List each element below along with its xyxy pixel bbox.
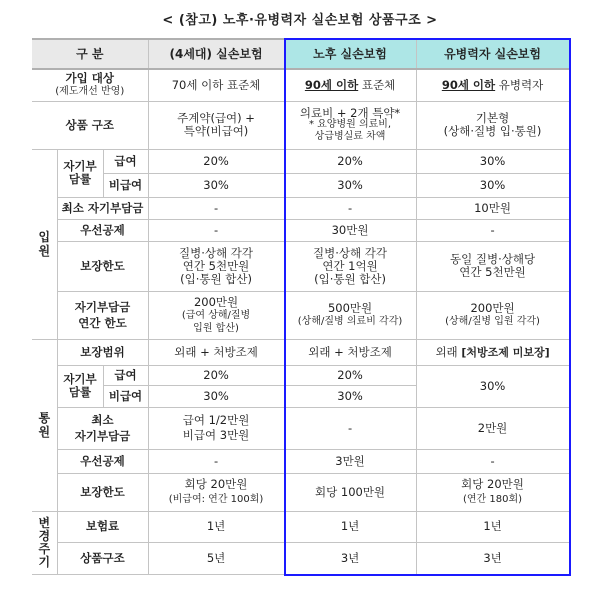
cell: 30% (416, 173, 569, 197)
cell: - (284, 407, 416, 449)
row-label (57, 291, 148, 339)
text: (급여 상해/질병 (181, 309, 251, 321)
table-row (32, 449, 569, 473)
row-label: 자기부담률 (57, 149, 103, 197)
table-row (32, 511, 569, 542)
cell: - (416, 219, 569, 241)
table-row (32, 291, 569, 339)
cell (148, 241, 284, 291)
text: 연간 5천만원 (459, 265, 526, 279)
group-label: 통원 (38, 411, 51, 439)
cell (284, 101, 416, 149)
cell: 외래 + 처방조제 (148, 339, 284, 365)
table-row (32, 473, 569, 511)
text: 의료비 + 2개 특약* (299, 106, 401, 120)
row-label: 상품구조 (57, 542, 148, 574)
text: 동일 질병·상해당 (449, 252, 536, 266)
row-label: 상품 구조 (32, 101, 148, 149)
cell (416, 291, 569, 339)
row-label: 급여 (103, 149, 148, 173)
cell: 3만원 (284, 449, 416, 473)
cell: 30만원 (284, 219, 416, 241)
row-label: 최소 자기부담금 (57, 197, 148, 219)
row-label: 보장범위 (57, 339, 148, 365)
header-preexisting: 유병력자 실손보험 (416, 39, 569, 69)
row-sublabel: (제도개선 반영) (55, 86, 125, 98)
cell: 70세 이하 표준체 (148, 69, 284, 101)
cell: 10만원 (416, 197, 569, 219)
text: 연간 1억원 (322, 258, 378, 273)
cell: - (148, 449, 284, 473)
table-row (32, 241, 569, 291)
cell: - (416, 449, 569, 473)
group-label: 입원 (38, 230, 51, 258)
cell (284, 241, 416, 291)
cell: 2만원 (416, 407, 569, 449)
row-label: 급여 (103, 365, 148, 385)
table-row (32, 407, 569, 449)
text: (상해/질병 의료비 각각) (297, 316, 403, 327)
text: 유병력자 (495, 77, 544, 92)
row-label: 우선공제 (57, 219, 148, 241)
text: 자기부담금 (74, 429, 131, 443)
cell (416, 69, 569, 101)
text: 주계약(급여) + (177, 111, 255, 125)
text: 200만원 (193, 294, 239, 309)
text: 200만원 (470, 301, 515, 315)
text: 자기부담금 (74, 300, 131, 314)
cell: 20% (148, 365, 284, 385)
cell: 20% (284, 365, 416, 385)
cell: 30% (148, 385, 284, 407)
row-label: 보장한도 (57, 473, 148, 511)
text: 입원 합산) (193, 322, 239, 334)
cell: - (148, 219, 284, 241)
header-row (32, 39, 569, 69)
text: 기본형 (475, 111, 510, 125)
cell (284, 69, 416, 101)
text: 최소 (91, 413, 114, 427)
text: (연간 180회) (463, 494, 523, 505)
cell (284, 291, 416, 339)
row-label: 가입 대상 (65, 71, 114, 86)
text: 회당 20만원 (461, 477, 524, 491)
text: 질병·상해 각각 (179, 245, 254, 260)
text: (상해/질병 입원 각각) (445, 316, 540, 327)
text: 500만원 (327, 301, 373, 315)
underlined-text: 90세 이하 (441, 77, 496, 92)
text: [처방조제 미보장] (461, 345, 550, 359)
underlined-text: 90세 이하 (304, 77, 359, 92)
table-row (32, 339, 569, 365)
cell: 20% (284, 149, 416, 173)
cell: 30% (284, 173, 416, 197)
text: (비급여: 연간 100회) (168, 494, 264, 505)
cell: 외래 + 처방조제 (284, 339, 416, 365)
cell: 1년 (148, 511, 284, 542)
cell (148, 473, 284, 511)
cell (148, 101, 284, 149)
table-row (32, 101, 569, 149)
row-label: 보장한도 (57, 241, 148, 291)
cell: 1년 (284, 511, 416, 542)
cell: 30% (148, 173, 284, 197)
text: 회당 20만원 (184, 477, 248, 491)
footnote: 상급병실료 차액 (314, 131, 386, 142)
group-label: 변경주기 (38, 515, 51, 569)
text: 급여 1/2만원 (182, 413, 250, 427)
text: 연간 한도 (78, 316, 127, 330)
group-renewal (32, 511, 57, 574)
cell (416, 473, 569, 511)
cell: 30% (416, 365, 569, 407)
cell: 5년 (148, 542, 284, 574)
row-label: 우선공제 (57, 449, 148, 473)
text: 외래 (435, 344, 462, 359)
cell: 3년 (284, 542, 416, 574)
cell: - (148, 197, 284, 219)
text: 연간 5천만원 (182, 258, 250, 273)
group-outpatient (32, 339, 57, 511)
table-row (32, 197, 569, 219)
cell: 20% (148, 149, 284, 173)
cell (416, 241, 569, 291)
cell (416, 101, 569, 149)
table-row (32, 69, 569, 101)
cell (148, 291, 284, 339)
header-4th-gen: (4세대) 실손보험 (148, 39, 284, 69)
header-senior: 노후 실손보험 (284, 39, 416, 69)
text: 비급여 3만원 (182, 428, 250, 442)
page-title: < (참고) 노후·유병력자 실손보험 상품구조 > (162, 13, 438, 28)
row-label: 비급여 (103, 173, 148, 197)
cell: 3년 (416, 542, 569, 574)
table-row (32, 542, 569, 574)
text: (상해·질병 입·통원) (443, 124, 542, 138)
row-label: 비급여 (103, 385, 148, 407)
table-row (32, 173, 569, 197)
text: (입·통원 합산) (314, 271, 386, 286)
row-label: 보험료 (57, 511, 148, 542)
cell: 회당 100만원 (284, 473, 416, 511)
table-row (32, 219, 569, 241)
row-label (57, 407, 148, 449)
table-row (32, 149, 569, 173)
text: 질병·상해 각각 (313, 245, 388, 260)
cell (148, 407, 284, 449)
header-category: 구 분 (32, 39, 148, 69)
cell (416, 339, 569, 365)
cell: 30% (416, 149, 569, 173)
cell: - (284, 197, 416, 219)
text: 표준체 (358, 77, 396, 92)
table-row (32, 365, 569, 385)
text: 특약(비급여) (183, 124, 249, 138)
text: (입·통원 합산) (180, 271, 252, 286)
row-label: 자기부담률 (57, 365, 103, 407)
group-inpatient (32, 149, 57, 339)
cell: 30% (284, 385, 416, 407)
comparison-table (32, 38, 570, 575)
footnote: * 요양병원 의료비, (308, 119, 392, 130)
cell: 1년 (416, 511, 569, 542)
